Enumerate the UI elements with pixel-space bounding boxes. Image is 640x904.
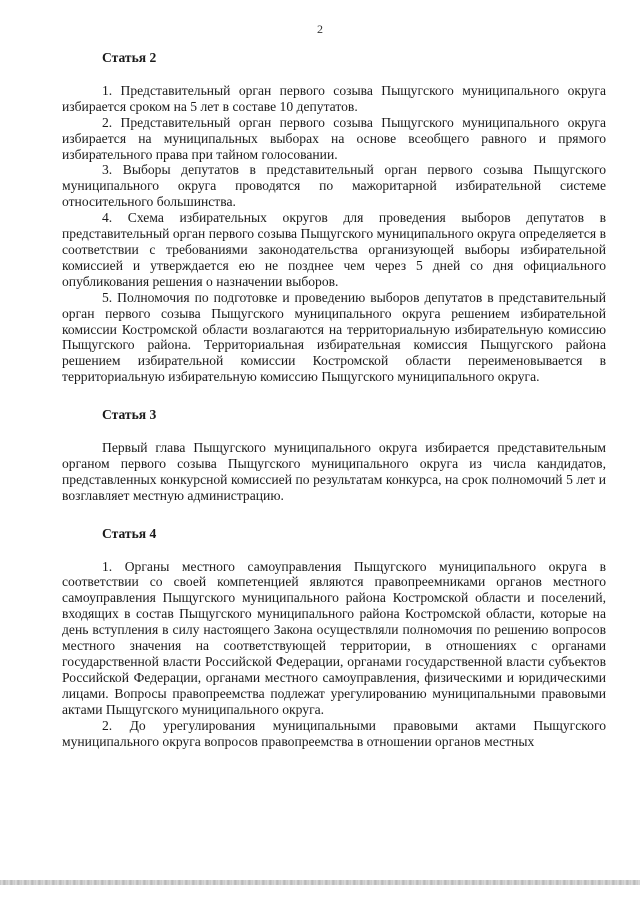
- paragraph: 2. До урегулирования муниципальными правовыми актами Пыщугского муниципального округа вопросов правопреемства в отношении органов местных: [62, 717, 606, 749]
- paragraph: 3. Выборы депутатов в представительный орган первого созыва Пыщугского муниципального округа проводятся по мажоритарной избирательной системе относительного большинства.: [62, 162, 606, 210]
- scan-edge-artifact: [0, 880, 640, 885]
- article-heading: Статья 4: [102, 525, 157, 541]
- article-heading: Статья 3: [102, 407, 157, 423]
- paragraph: Первый глава Пыщугского муниципального округа избирается представительным органом первого созыва Пыщугского муниципального округа из числа кандидатов, представленных конкурсной комиссией по результатам конкурса, на срок полномочий 5 лет и возглавляет местную администрацию.: [62, 440, 606, 503]
- paragraph: 1. Представительный орган первого созыва Пыщугского муниципального округа избирается сроком на 5 лет в составе 10 депутатов.: [62, 82, 606, 114]
- paragraph: 1. Органы местного самоуправления Пыщугского муниципального округа в соответствии со своей компетенцией являются правопреемниками органов местного самоуправления Пыщугского муниципального района Костромской области и поселений, входящих в состав Пыщугского муниципального района Костромской области, которые на день вступления в силу настоящего Закона осуществляли полномочия по решению вопросов местного значения на соответствующей территории, в отношениях с органами государственной власти Российской Федерации, органами государственной власти субъектов Российской Федерации, органами местного самоуправления, физическими и юридическими лицами. Вопросы правопреемства подлежат урегулированию муниципальными правовыми актами Пыщугского муниципального округа.: [62, 558, 606, 717]
- article-4: [62, 526, 606, 750]
- paragraph: 5. Полномочия по подготовке и проведению выборов депутатов в представительный орган первого созыва Пыщугского муниципального округа решением избирательной комиссии Костромской области возлагаются на территориальную избирательную комиссию Пыщугского района. Территориальная избирательная комиссия Пыщугского района решением избирательной комиссии Костромской области переименовывается в территориальную избирательную комиссию Пыщугского муниципального округа.: [62, 289, 606, 385]
- article-3: [62, 407, 606, 504]
- document-body: [62, 50, 606, 749]
- article-heading: Статья 2: [102, 50, 157, 65]
- article-2: [62, 50, 606, 385]
- paragraph: 4. Схема избирательных округов для проведения выборов депутатов в представительный орган первого созыва Пыщугского муниципального округа определяется в соответствии с требованиями законодательства организующей выборы избирательной комиссией и утверждается ею не позднее чем через 5 дней со дня официального опубликования решения о назначении выборов.: [62, 210, 606, 289]
- paragraph: 2. Представительный орган первого созыва Пыщугского муниципального округа избирается на муниципальных выборах на основе всеобщего равного и прямого избирательного права при тайном голосовании.: [62, 114, 606, 162]
- page-number: 2: [317, 22, 323, 36]
